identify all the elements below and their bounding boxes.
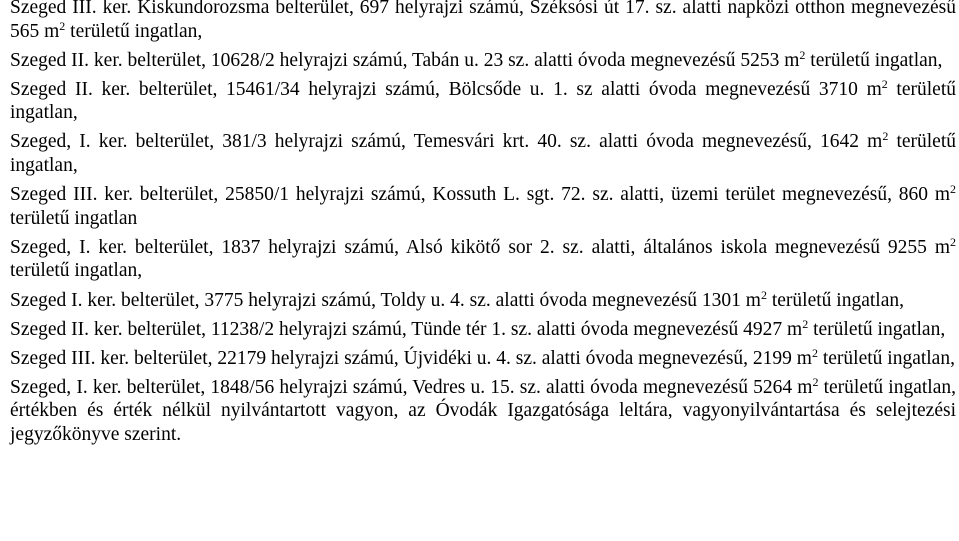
property-entry-4 (10, 130, 956, 177)
unit-exponent: 2 (811, 345, 818, 360)
unit-exponent: 2 (812, 374, 819, 389)
entry-text: Szeged, I. ker. belterület, 381/3 helyrajzi számú, Temesvári krt. 40. sz. alatti óvoda megnevezésű, 1642 m (10, 131, 883, 153)
entry-text-tail: területű ingatlan, (10, 260, 143, 282)
entry-text: Szeged II. ker. belterület, 10628/2 helyrajzi számú, Tabán u. 23 sz. alatti óvoda megnevezésű 5253 m (10, 49, 800, 71)
entry-text: Szeged III. ker. belterület, 25850/1 helyrajzi számú, Kossuth L. sgt. 72. sz. alatti, üzemi terület megnevezésű, 860 m (10, 184, 950, 206)
entry-text-tail: területű ingatlan, (65, 20, 203, 42)
entry-text: Szeged, I. ker. belterület, 1837 helyrajzi számú, Alsó kikötő sor 2. sz. alatti, általános iskola megnevezésű 9255 m (10, 236, 950, 258)
entry-text: Szeged II. ker. belterület, 11238/2 helyrajzi számú, Tünde tér 1. sz. alatti óvoda megnevezésű 4927 m (10, 318, 803, 340)
entry-text-tail: területű ingatlan, (10, 131, 956, 177)
entry-text-tail: területű ingatlan (10, 207, 138, 229)
unit-exponent: 2 (950, 182, 956, 197)
property-entry-10 (10, 376, 956, 447)
property-entry-1 (10, 0, 956, 43)
entry-text: Szeged II. ker. belterület, 15461/34 helyrajzi számú, Bölcsőde u. 1. sz alatti óvoda megnevezésű 3710 m (10, 78, 882, 100)
unit-exponent: 2 (802, 316, 809, 331)
document-body (10, 0, 956, 452)
entry-text-tail: területű ingatlan, (808, 318, 946, 340)
property-entry-6 (10, 236, 956, 283)
unit-exponent: 2 (950, 234, 956, 249)
unit-exponent: 2 (799, 47, 806, 62)
property-entry-3 (10, 78, 956, 125)
unit-exponent: 2 (882, 129, 889, 144)
entry-text: Szeged III. ker. belterület, 22179 helyrajzi számú, Újvidéki u. 4. sz. alatti óvoda megnevezésű, 2199 m (10, 347, 812, 369)
property-entry-8 (10, 318, 956, 342)
entry-text-tail: területű ingatlan, (766, 289, 904, 311)
property-entry-2 (10, 49, 956, 73)
unit-exponent: 2 (760, 287, 767, 302)
entry-text: Szeged III. ker. Kiskundorozsma belterület, 697 helyrajzi számú, Széksósi út 17. sz. alatti napközi otthon megnevezésű 565 m (10, 0, 956, 42)
unit-exponent: 2 (881, 76, 888, 91)
unit-exponent: 2 (59, 18, 66, 33)
property-entry-9 (10, 347, 956, 371)
property-entry-5 (10, 183, 956, 230)
entry-text-tail: területű ingatlan, (10, 78, 956, 124)
entry-text-tail: területű ingatlan, értékben és érték nélkül nyilvántartott vagyon, az Óvodák Igazgatósága leltára, vagyonyilvántartása és selejtezési jegyzőkönyve szerint. (10, 376, 956, 445)
entry-text-tail: területű ingatlan, (817, 347, 955, 369)
entry-text-tail: területű ingatlan, (805, 49, 943, 71)
entry-text: Szeged I. ker. belterület, 3775 helyrajzi számú, Toldy u. 4. sz. alatti óvoda megnevezésű 1301 m (10, 289, 761, 311)
entry-text: Szeged, I. ker. belterület, 1848/56 helyrajzi számú, Vedres u. 15. sz. alatti óvoda megnevezésű 5264 m (10, 376, 813, 398)
property-entry-7 (10, 289, 956, 313)
